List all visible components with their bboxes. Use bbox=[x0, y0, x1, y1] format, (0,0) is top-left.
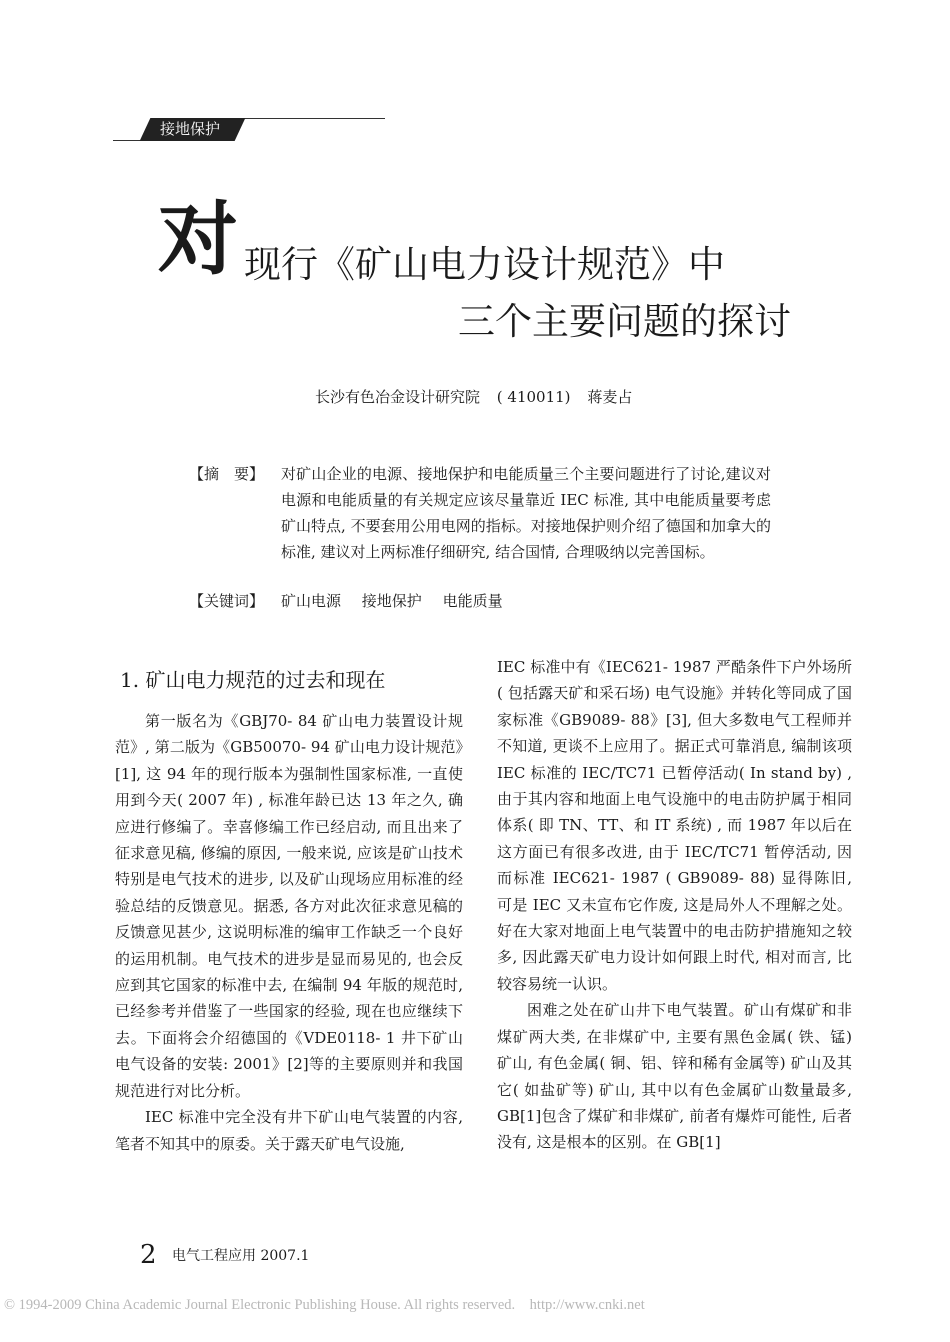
title-big-character: 对 bbox=[158, 193, 238, 286]
keywords-label: 【关键词】 bbox=[189, 592, 265, 610]
section-tag: 接地保护 bbox=[160, 120, 221, 138]
title-line-2: 三个主要问题的探讨 bbox=[458, 300, 791, 343]
keyword: 电能质量 bbox=[442, 592, 503, 610]
paragraph: 困难之处在矿山井下电气装置。矿山有煤矿和非煤矿两大类, 在非煤矿中, 主要有黑色金属( 铁、锰) 矿山, 有色金属( 铜、铝、锌和稀有金属等) 矿山及其它( 如盐矿等) 矿山, 其中以有色金属矿山数量最多, GB[1]包含了煤矿和非煤矿, 前者有爆炸可能性, 后者没有, 这是根本的区别。在 GB[1] bbox=[497, 1001, 852, 1152]
paragraph: IEC 标准中有《IEC621- 1987 严酷条件下户外场所( 包括露天矿和采石场) 电气设施》并转化等同成了国家标准《GB9089- 88》[3], 但大多数电气工程师并不知道, 更谈不上应用了。据正式可靠消息, 编制该项 IEC 标准的 IEC/TC71 已暂停活动( In stand by) , 由于其内容和地面上电气设施中的电击防护属于相同体系( 即 TN、TT、和 IT 系统) , 而 1987 年以后在这方面已有很多改进, 由于 IEC/TC71 暂停活动, 因而标准 IEC621- 1987 ( GB9089- 88) 显得陈旧, 可是 IEC 又未宣布它作废, 这是局外人不理解之处。好在大家对地面上电气装置中的电击防护措施知之较多, 因此露天矿电力设计如何跟上时代, 相对而言, 比较容易统一认识。 bbox=[497, 658, 852, 993]
keyword: 接地保护 bbox=[361, 592, 422, 610]
header-rule-top bbox=[245, 118, 385, 119]
section-heading: 1. 矿山电力规范的过去和现在 bbox=[120, 668, 386, 692]
keywords-list bbox=[281, 590, 519, 612]
page-number: 2 bbox=[140, 1240, 157, 1270]
institute: 长沙有色冶金设计研究院 bbox=[315, 388, 481, 406]
abstract-label: 【摘 要】 bbox=[189, 465, 265, 483]
title-line-1: 现行《矿山电力设计规范》中 bbox=[244, 243, 725, 286]
body-column-right bbox=[497, 654, 852, 1156]
body-column-left bbox=[115, 708, 463, 1157]
abstract-text: 对矿山企业的电源、接地保护和电能质量三个主要问题进行了讨论,建议对电源和电能质量的有关规定应该尽量靠近 IEC 标准, 其中电能质量要考虑矿山特点, 不要套用公用电网的指标。对接地保护则介绍了德国和加拿大的标准, 建议对上两标准仔细研究, 结合国情, 合理吸纳以完善国标。 bbox=[281, 465, 771, 561]
keyword: 矿山电源 bbox=[281, 592, 342, 610]
paragraph: 第一版名为《GBJ70- 84 矿山电力装置设计规范》, 第二版为《GB50070- 94 矿山电力设计规范》[1], 这 94 年的现行版本为强制性国家标准, 一直使用到今天( 2007 年) , 标准年龄已达 13 年之久, 确应进行修编了。幸喜修编工作已经启动, 而且出来了征求意见稿, 修编的原因, 一般来说, 应该是矿山技术特别是电气技术的进步, 以及矿山现场应用标准的经验总结的反馈意见。据悉, 各方对此次征求意见稿的反馈意见甚少, 这说明标准的编审工作缺乏一个良好的运用机制。电气技术的进步是显而易见的, 也会反应到其它国家的标准中去, 在编制 94 年版的规范时, 已经参考并借鉴了一些国家的经验, 现在也应继续下去。下面将会介绍德国的《VDE0118- 1 井下矿山电气设备的安装: 2001》[2]等的主要原则并和我国规范进行对比分析。 bbox=[115, 712, 463, 1100]
author: 蒋麦占 bbox=[587, 388, 633, 406]
journal-name: 电气工程应用 2007.1 bbox=[172, 1248, 310, 1264]
paragraph: IEC 标准中完全没有井下矿山电气装置的内容, 笔者不知其中的原委。关于露天矿电气设施, bbox=[115, 1108, 463, 1153]
postal-code: ( 410011) bbox=[496, 388, 571, 406]
copyright-notice: © 1994-2009 China Academic Journal Electronic Publishing House. All rights reserved. http://www.cnki.net bbox=[4, 1297, 645, 1313]
byline bbox=[315, 386, 644, 408]
